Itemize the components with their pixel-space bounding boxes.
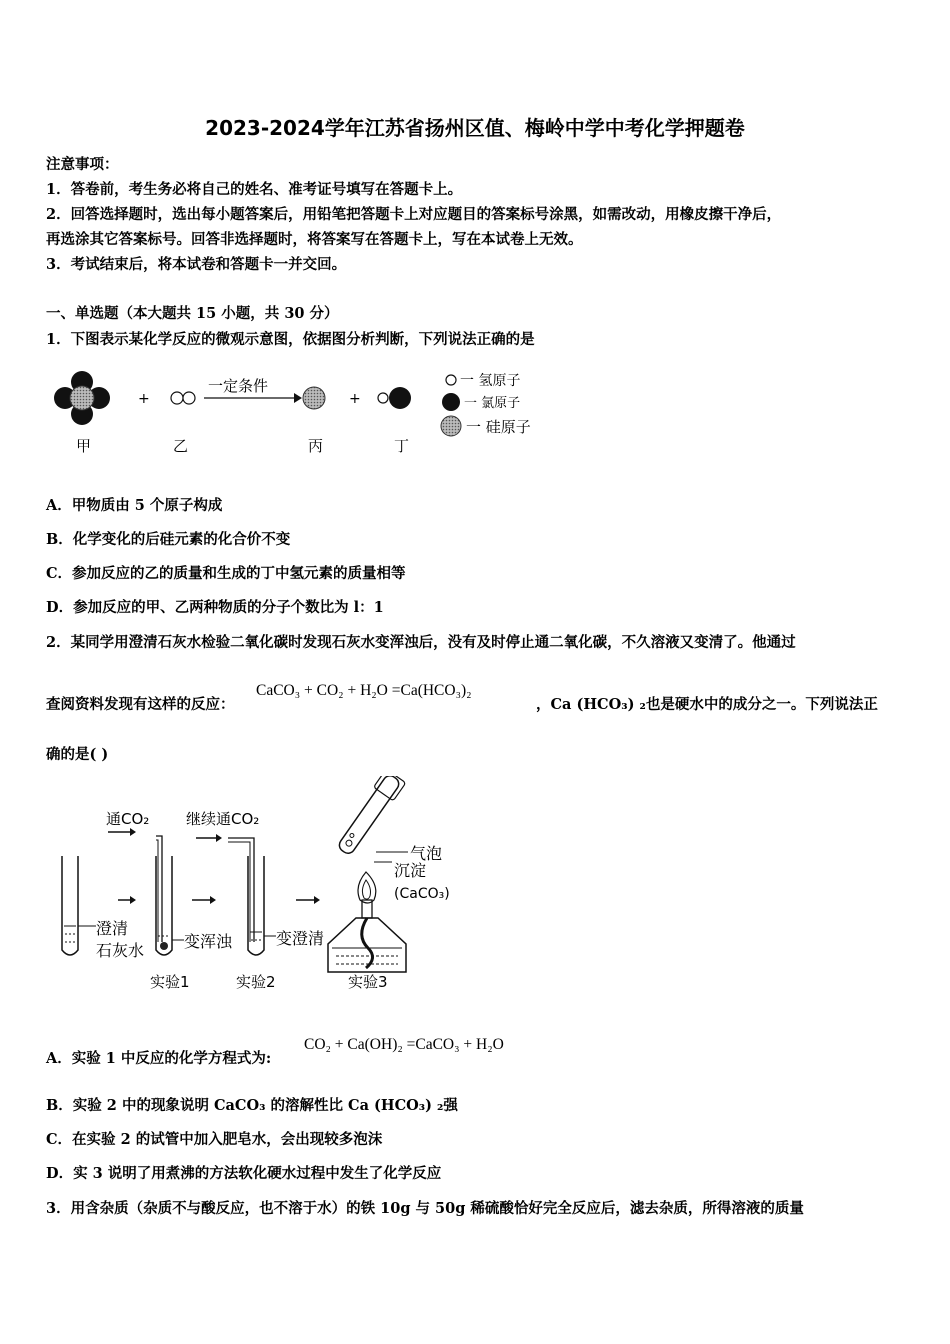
q2-equation: CaCO₃ + CO₂ + H₂O =Ca(HCO₃)₂ bbox=[256, 682, 472, 699]
reaction-diagram bbox=[46, 362, 566, 462]
label-chengqing: 澄清 bbox=[96, 919, 129, 938]
q2-option-d: D．实 3 说明了用煮沸的方法软化硬水过程中发生了化学反应 bbox=[46, 1165, 442, 1182]
molecule-ding bbox=[378, 387, 411, 409]
svg-text:一 氢原子: 一 氢原子 bbox=[460, 373, 521, 389]
label-exp1: 实验1 bbox=[150, 973, 190, 991]
molecule-bing bbox=[303, 387, 325, 409]
notice-item-1: 1．答卷前，考生务必将自己的姓名、准考证号填写在答题卡上。 bbox=[46, 181, 463, 198]
svg-text:一 硅原子: 一 硅原子 bbox=[466, 418, 531, 436]
label-exp3: 实验3 bbox=[348, 973, 388, 991]
q2-option-b: B．实验 2 中的现象说明 CaCO₃ 的溶解性比 Ca (HCO₃) ₂强 bbox=[46, 1097, 458, 1114]
molecule-jia bbox=[54, 371, 110, 425]
label-jia: 甲 bbox=[76, 437, 92, 455]
plus-sign: + bbox=[138, 391, 150, 407]
flame bbox=[358, 872, 376, 903]
q1-option-c: C．参加反应的乙的质量和生成的丁中氢元素的质量相等 bbox=[46, 565, 406, 582]
q2-option-c: C．在实验 2 的试管中加入肥皂水，会出现较多泡沫 bbox=[46, 1131, 383, 1148]
label-bianchengqing: 变澄清 bbox=[276, 929, 325, 948]
label-chendian: 沉淀 bbox=[394, 861, 427, 880]
inlet-arrow-1 bbox=[108, 828, 136, 836]
notice-item-2-cont: 再选涂其它答案标号。回答非选择题时，将答案写在答题卡上，写在本试卷上无效。 bbox=[46, 231, 583, 248]
plus-sign: + bbox=[349, 391, 361, 407]
q1-option-b: B．化学变化的后硅元素的化合价不变 bbox=[46, 531, 291, 548]
label-ding: 丁 bbox=[394, 437, 410, 455]
svg-text:一 氯原子: 一 氯原子 bbox=[464, 396, 521, 411]
question-1-stem: 1．下图表示某化学反应的微观示意图，依据图分析判断，下列说法正确的是 bbox=[46, 331, 535, 348]
label-qipao: 气泡 bbox=[410, 844, 443, 863]
molecule-yi bbox=[171, 392, 195, 404]
test-tube-exp2 bbox=[228, 838, 264, 955]
test-tube-exp1 bbox=[156, 836, 172, 955]
label-shihuishui: 石灰水 bbox=[96, 941, 145, 960]
reaction-condition: 一定条件 bbox=[208, 377, 269, 395]
label-yi: 乙 bbox=[173, 437, 189, 455]
page-title: 2023-2024学年江苏省扬州区值、梅岭中学中考化学押题卷 bbox=[205, 116, 745, 140]
arrow-2 bbox=[192, 896, 216, 904]
question-2-line-2-suffix: ，Ca (HCO₃) ₂也是硬水中的成分之一。下列说法正 bbox=[536, 696, 878, 713]
notice-item-2: 2．回答选择题时，选出每小题答案后，用铅笔把答题卡上对应题目的答案标号涂黑，如需改动，用橡皮擦干净后， bbox=[46, 206, 782, 223]
inlet-arrow-2 bbox=[196, 834, 222, 842]
q1-option-a: A．甲物质由 5 个原子构成 bbox=[46, 497, 223, 514]
label-bing: 丙 bbox=[308, 437, 324, 455]
arrow-1 bbox=[118, 896, 136, 904]
question-2-line-3: 确的是( ) bbox=[46, 746, 109, 763]
label-bianhunzhuo: 变浑浊 bbox=[184, 932, 233, 951]
question-2-line-2-prefix: 查阅资料发现有这样的反应： bbox=[46, 696, 235, 713]
label-caco3: (CaCO₃) bbox=[394, 886, 450, 902]
question-3-stem: 3．用含杂质（杂质不与酸反应，也不溶于水）的铁 10g 与 50g 稀硫酸恰好完全反应后，滤去杂质，所得溶液的质量 bbox=[46, 1200, 804, 1217]
label-exp2: 实验2 bbox=[236, 973, 276, 991]
notice-item-3: 3．考试结束后，将本试卷和答题卡一并交回。 bbox=[46, 256, 347, 273]
label-tong-co2: 通CO₂ bbox=[106, 810, 150, 828]
experiment-diagram bbox=[56, 776, 476, 996]
q1-option-d: D．参加反应的甲、乙两种物质的分子个数比为 l：1 bbox=[46, 599, 384, 616]
arrow-3 bbox=[296, 896, 320, 904]
label-jixu-co2: 继续通CO₂ bbox=[186, 810, 260, 828]
heated-test-tube bbox=[333, 776, 405, 858]
q2-option-a-equation: CO₂ + Ca(OH)₂ =CaCO₃ + H₂O bbox=[304, 1036, 504, 1053]
section-heading: 一、单选题（本大题共 15 小题，共 30 分） bbox=[46, 305, 339, 322]
q2-option-a-prefix: A．实验 1 中反应的化学方程式为: bbox=[46, 1050, 272, 1067]
notice-heading: 注意事项： bbox=[46, 156, 119, 173]
legend bbox=[441, 373, 531, 436]
test-tube-initial bbox=[62, 856, 78, 955]
question-2-line-1: 2．某同学用澄清石灰水检验二氧化碳时发现石灰水变浑浊后，没有及时停止通二氧化碳，不久溶液又变清了。他通过 bbox=[46, 634, 796, 651]
alcohol-lamp bbox=[328, 900, 406, 972]
